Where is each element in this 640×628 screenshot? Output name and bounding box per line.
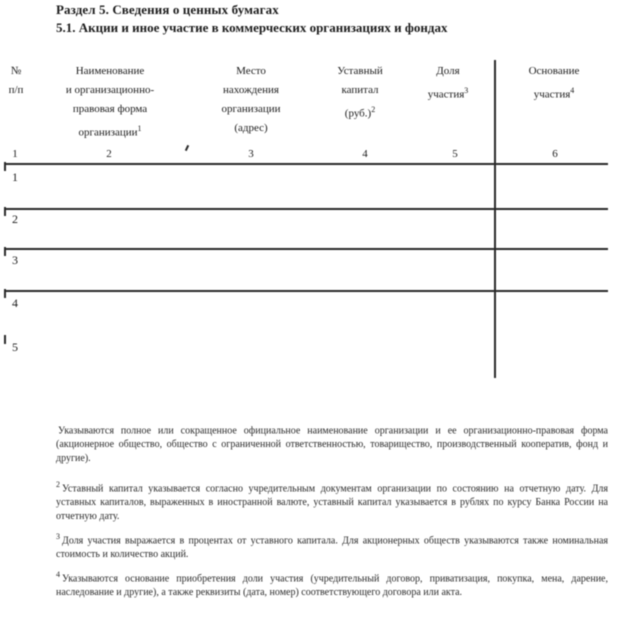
- rule-tick: [4, 247, 6, 256]
- subsection-title: 5.1. Акции и иное участие в коммерческих организациях и фондах: [56, 20, 448, 35]
- rule-tick: [4, 207, 6, 216]
- column-number: 2: [106, 148, 112, 160]
- header-capital: Уставный капитал $(руб.)^2$: [337, 65, 383, 120]
- footnote: $^3$ Доля участия выражается в процентах от уставного капитала. Для акционерных обществ указываются также номинальная стоимость и количество акций.: [56, 532, 608, 561]
- header-organization: Наименование и организационно- правовая форма организации$^1$: [65, 65, 155, 139]
- column-number: 3: [248, 148, 254, 160]
- table-rule: [4, 208, 608, 210]
- header-location: Место нахождения организации (адрес): [221, 65, 281, 134]
- column-number: 6: [552, 148, 558, 160]
- row-number: 5: [12, 340, 18, 354]
- rule-tick: [4, 289, 6, 298]
- column-divider: [494, 60, 496, 378]
- rule-tick: [4, 162, 6, 171]
- header-basis: Основание участия$^4$: [528, 65, 580, 101]
- footnote: $^4$ Указываются основание приобретения доли участия (учредительный договор, приватизация, покупка, мена, дарение, наследование и другие), а также реквизиты (дата, номер) соответствующего договора или акта.: [56, 570, 608, 599]
- row-number: 4: [12, 296, 18, 310]
- header-share: Доля участия$^3$: [427, 65, 469, 101]
- rule-tick: [185, 145, 189, 151]
- footnote: Указываются полное или сокращенное официальное наименование организации и ее организационно-правовая форма (акционерное общество, общество с ограниченной ответственностью, товарищество, производственный кооператив, фонд и другие).: [56, 425, 608, 465]
- table-rule: [4, 163, 608, 165]
- table-rule: [4, 290, 608, 292]
- section-title: Раздел 5. Сведения о ценных бумагах: [56, 2, 279, 17]
- table-rule: [4, 248, 608, 250]
- rule-tick: [4, 335, 6, 344]
- row-number: 2: [12, 212, 18, 226]
- column-number: 4: [362, 148, 368, 160]
- row-number: 3: [12, 253, 18, 267]
- header-number: № п/п: [8, 65, 24, 96]
- column-number: 1: [12, 148, 18, 160]
- footnote: $^2$ Уставный капитал указывается согласно учредительным документам организации по состоянию на отчетную дату. Для уставных капиталов, выраженных в иностранной валюте, уставный капитал указывается в рублях по курсу Банка России на отчетную дату.: [56, 480, 608, 523]
- row-number: 1: [12, 170, 18, 184]
- column-number: 5: [452, 148, 458, 160]
